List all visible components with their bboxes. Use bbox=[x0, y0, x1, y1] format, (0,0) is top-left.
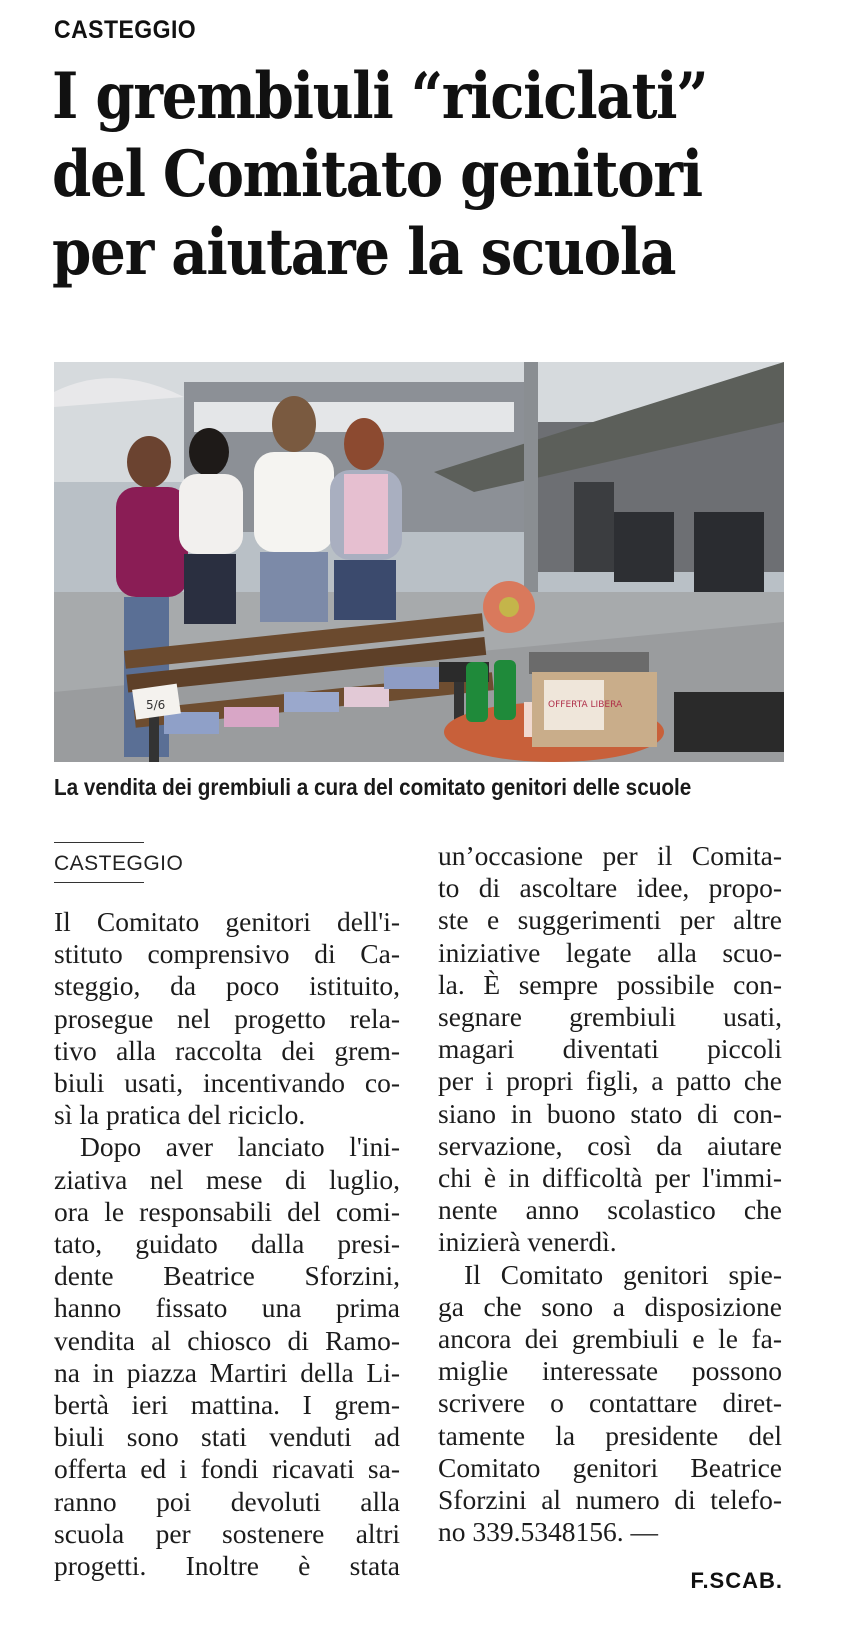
body-line: tivo alla raccolta dei grem- bbox=[54, 1034, 400, 1066]
article-photo bbox=[54, 362, 784, 762]
body-line: offerta ed i fondi ricavati sa- bbox=[54, 1453, 400, 1485]
body-line: segnare grembiuli usati, bbox=[438, 1001, 782, 1033]
body-line: chi è in difficoltà per l'immi- bbox=[438, 1162, 782, 1194]
body-line: hanno fissato una prima bbox=[54, 1292, 400, 1324]
body-line: siano in buono stato di con- bbox=[438, 1097, 782, 1129]
body-line: Comitato genitori Beatrice bbox=[438, 1451, 782, 1483]
body-line: ga che sono a disposizione bbox=[438, 1290, 782, 1322]
body-line: Il Comitato genitori dell'i- bbox=[54, 906, 400, 937]
photo-illustration bbox=[54, 362, 784, 762]
body-line: ranno poi devoluti alla bbox=[54, 1485, 400, 1517]
body-line: prosegue nel progetto rela- bbox=[54, 1002, 400, 1034]
dateline: CASTEGGIO bbox=[54, 852, 184, 875]
body-line: to di ascoltare idee, propo- bbox=[438, 872, 782, 904]
body-line: per i propri figli, a patto che bbox=[438, 1065, 782, 1097]
body-line: biuli sono stati venduti ad bbox=[54, 1421, 400, 1453]
photo-sign-text: 5/6 bbox=[146, 698, 166, 712]
body-line: ora le responsabili del comi- bbox=[54, 1195, 400, 1227]
section-kicker: CASTEGGIO bbox=[54, 16, 197, 44]
dateline-rule-top bbox=[54, 842, 144, 843]
body-line: progetti. Inoltre è stata bbox=[54, 1550, 400, 1582]
body-line: Dopo aver lanciato l'ini- bbox=[80, 1131, 400, 1163]
body-line: iniziative legate alla scuo- bbox=[438, 936, 782, 968]
body-line: ancora dei grembiuli e le fa- bbox=[438, 1323, 782, 1355]
headline-line: del Comitato genitori bbox=[52, 137, 702, 212]
body-line: un’occasione per il Comita- bbox=[438, 840, 782, 871]
photo-caption: La vendita dei grembiuli a cura del comitato genitori delle scuole bbox=[54, 774, 692, 800]
body-line: no 339.5348156. — bbox=[438, 1516, 658, 1548]
body-line: scrivere o contattare diret- bbox=[438, 1387, 782, 1419]
body-column-2 bbox=[438, 840, 782, 1548]
body-line: ziativa nel mese di luglio, bbox=[54, 1163, 400, 1195]
headline-line: per aiutare la scuola bbox=[52, 215, 676, 290]
author-signature: F.SCAB. bbox=[690, 1568, 783, 1593]
body-line: la. È sempre possibile con- bbox=[438, 968, 782, 1000]
body-line: nente anno scolastico che bbox=[438, 1194, 782, 1226]
body-line: vendita al chiosco di Ramo- bbox=[54, 1324, 400, 1356]
body-line: sì la pratica del riciclo. bbox=[54, 1099, 306, 1131]
body-line: miglie interessate possono bbox=[438, 1355, 782, 1387]
body-column-1 bbox=[54, 906, 400, 1582]
body-line: biuli usati, incentivando co- bbox=[54, 1067, 400, 1099]
photo-box-text: OFFERTA LIBERA bbox=[548, 700, 623, 710]
body-line: stituto comprensivo di Ca- bbox=[54, 938, 400, 970]
body-line: dente Beatrice Sforzini, bbox=[54, 1260, 400, 1292]
body-line: Il Comitato genitori spie- bbox=[464, 1258, 782, 1290]
headline bbox=[52, 58, 832, 292]
body-line: steggio, da poco istituito, bbox=[54, 970, 400, 1002]
body-line: Sforzini al numero di telefo- bbox=[438, 1484, 782, 1516]
body-line: magari diventati piccoli bbox=[438, 1033, 782, 1065]
body-line: inizierà venerdì. bbox=[438, 1226, 617, 1258]
dateline-rule-bottom bbox=[54, 882, 144, 883]
headline-line: I grembiuli “riciclati” bbox=[52, 59, 708, 134]
body-line: na in piazza Martiri della Li- bbox=[54, 1356, 400, 1388]
body-line: scuola per sostenere altri bbox=[54, 1517, 400, 1549]
body-line: servazione, così da aiutare bbox=[438, 1129, 782, 1161]
body-line: ste e suggerimenti per altre bbox=[438, 904, 782, 936]
body-line: tamente la presidente del bbox=[438, 1419, 782, 1451]
body-line: tato, guidato dalla presi- bbox=[54, 1228, 400, 1260]
body-line: bertà ieri mattina. I grem- bbox=[54, 1389, 400, 1421]
